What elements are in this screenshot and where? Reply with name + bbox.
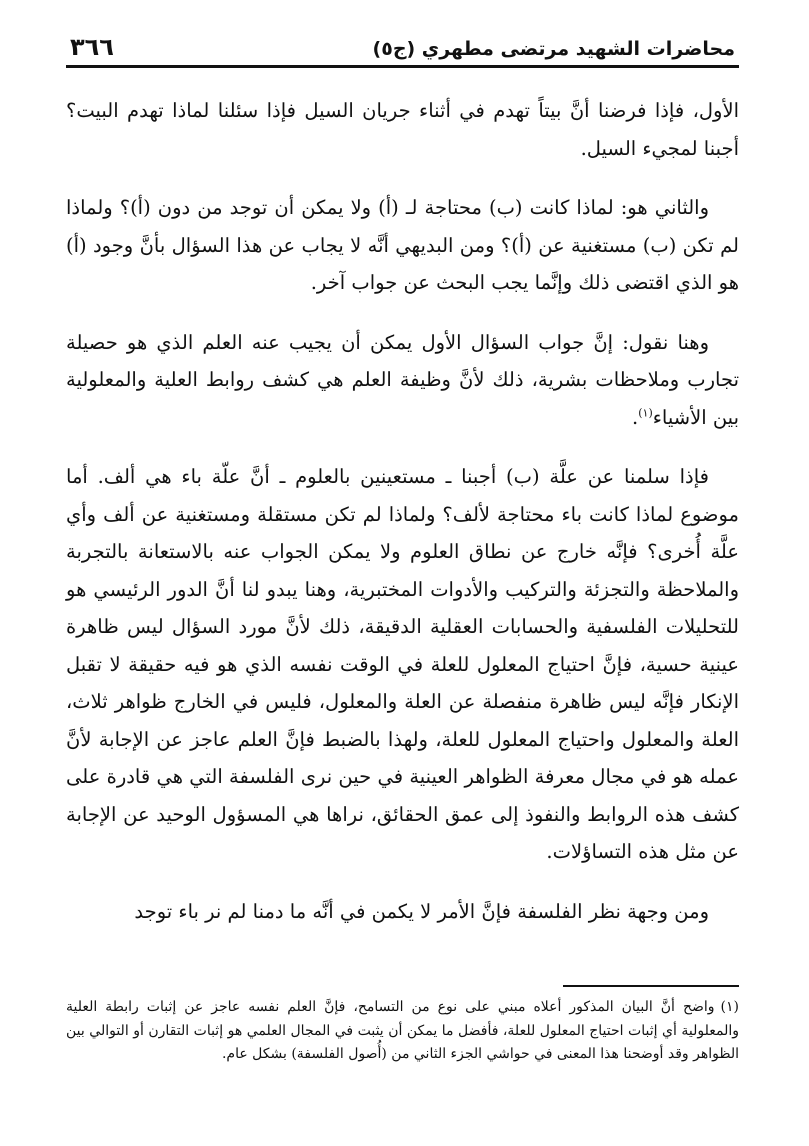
body-text bbox=[66, 92, 739, 930]
footnotes bbox=[66, 996, 739, 1067]
footnote-number: (١) bbox=[720, 999, 739, 1015]
page-number: ٣٦٦ bbox=[70, 33, 114, 61]
paragraph-2 bbox=[66, 189, 739, 302]
paragraph-5-text: ومن وجهة نظر الفلسفة فإنَّ الأمر لا يكمن في أنَّه ما دمنا لم نر باء توجد bbox=[134, 899, 709, 923]
paragraph-4-text: فإذا سلمنا عن علَّة (ب) أجبنا ـ مستعينين بالعلوم ـ أنَّ علّة باء هي ألف. أما موضوع لماذا كانت باء محتاجة لألف؟ ولماذا لم تكن مستقلة ومستغنية عن ألف وأي علَّة أُخرى؟ فإنَّه خارج عن نطاق العلوم ولا يمكن الجواب عنه بالاستعانة بالتجربة والملاحظة والتجزئة والتركيب والأدوات المختبرية، وهنا يبدو لنا أنَّ الدور الرئيسي هو للتحليلات الفلسفية والحسابات العقلية الدقيقة، ذلك لأنَّ مورد السؤال ليس ظاهرة عينية حسية، فإنَّ احتياج المعلول للعلة في الوقت نفسه الذي هو فيه حقيقة لا تقبل الإنكار فإنَّه ليس ظاهرة منفصلة عن العلة والمعلول، فليس في الخارج ظواهر ثلاث، العلة والمعلول واحتياج المعلول للعلة، ولهذا بالضبط فإنَّ العلم عاجز عن الإجابة لأنَّ عمله هو في مجال معرفة الظواهر العينية في حين نرى الفلسفة التي هي قادرة على كشف هذه الروابط والنفوذ إلى عمق الحقائق، نراها هي المسؤول الوحيد عن الإجابة عن مثل هذه التساؤلات. bbox=[66, 465, 739, 863]
page-header bbox=[66, 28, 739, 68]
paragraph-4 bbox=[66, 458, 739, 871]
running-title: محاضرات الشهيد مرتضى مطهري (ج٥) bbox=[372, 38, 735, 60]
paragraph-3-end: . bbox=[632, 405, 639, 429]
footnote-reference[interactable]: (١) bbox=[638, 406, 653, 419]
paragraph-5 bbox=[66, 893, 739, 931]
footnote-divider bbox=[563, 985, 739, 987]
paragraph-1 bbox=[66, 92, 739, 167]
paragraph-3 bbox=[66, 324, 739, 437]
footnote-1 bbox=[66, 996, 739, 1067]
footnote-text: واضح أنَّ البيان المذكور أعلاه مبني على نوع من التسامح، فإنَّ العلم نفسه عاجز عن إثبات رابطة العلية والمعلولية أي إثبات احتياج المعلول للعلة، فأفضل ما يمكن أن يثبت في المجال العلمي هو إثبات التقارن أو التوالي بين الظواهر وقد أوضحنا هذا المعنى في حواشي الجزء الثاني من (أُصول الفلسفة) بشكل عام. bbox=[66, 999, 739, 1062]
paragraph-1-text: الأول، فإذا فرضنا أنَّ بيتاً تهدم في أثناء جريان السيل فإذا سئلنا لماذا تهدم البيت؟ أجبنا لمجيء السيل. bbox=[66, 99, 739, 160]
paragraph-3-text: وهنا نقول: إنَّ جواب السؤال الأول يمكن أن يجيب عنه العلم الذي هو حصيلة تجارب وملاحظات بشرية، ذلك لأنَّ وظيفة العلم هي كشف روابط العلية والمعلولية بين الأشياء bbox=[66, 330, 739, 429]
paragraph-2-text: والثاني هو: لماذا كانت (ب) محتاجة لـ (أ) ولا يمكن أن توجد من دون (أ)؟ ولماذا لم تكن (ب) مستغنية عن (أ)؟ ومن البديهي أنَّه لا يجاب عن هذا السؤال بأنَّ وجود (أ) هو الذي اقتضى ذلك وإنَّما يجب البحث عن جواب آخر. bbox=[66, 196, 739, 294]
